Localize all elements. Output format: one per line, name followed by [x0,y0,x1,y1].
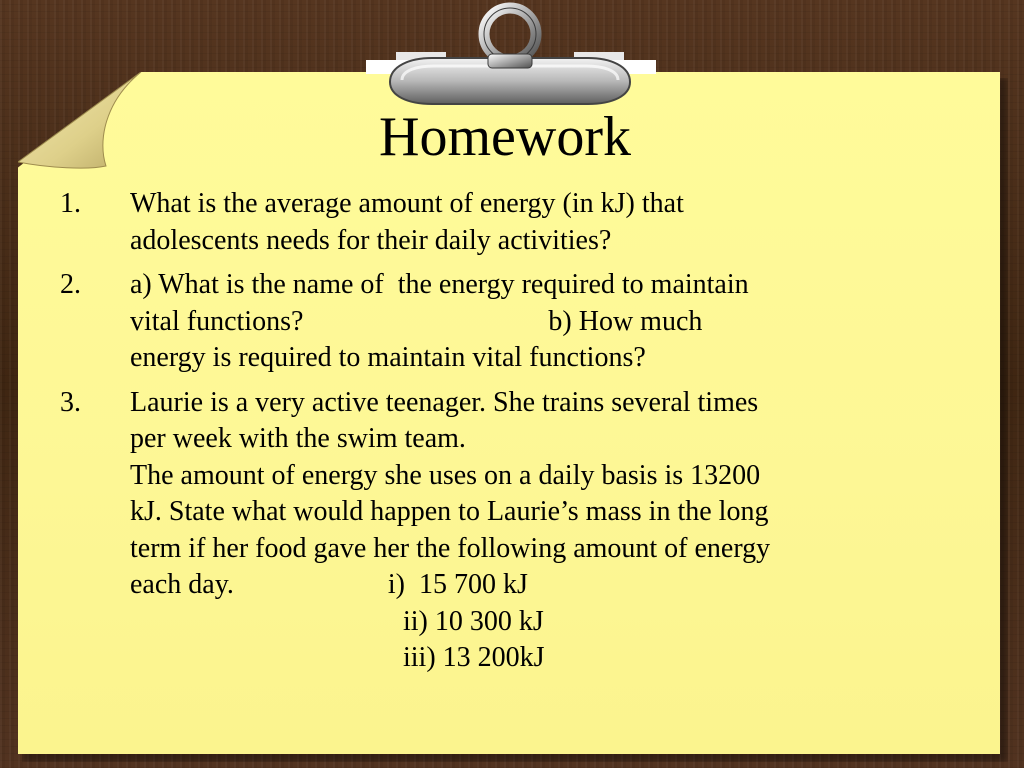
question-text-line: each day. i) 15 700 kJ [130,569,528,600]
question-text-line: Laurie is a very active teenager. She trains several times [130,386,759,418]
question-text-line: a) What is the name of the energy required to maintain [130,269,749,300]
question-number: 3. [60,386,81,418]
question-text-line: ii) 10 300 kJ [130,605,544,637]
page-title: Homework [379,106,631,168]
question-text-line: per week with the swim team. [130,423,466,454]
question-text-line: energy is required to maintain vital functions? [130,342,646,373]
question-text-line: adolescents needs for their daily activities? [130,224,612,256]
list-item [60,267,960,377]
list-item [60,186,960,259]
question-text-line: vital functions? b) How much [130,305,703,337]
question-number: 1. [60,188,81,219]
paper-clip-icon [362,0,658,112]
question-text-line: What is the average amount of energy (in kJ) that [130,188,684,219]
question-number: 2. [60,269,81,300]
question-list [60,186,960,685]
question-text-line: term if her food gave her the following amount of energy [130,532,771,564]
list-item [60,385,960,677]
question-text-line: The amount of energy she uses on a daily basis is 13200 [130,459,761,491]
question-text-line: kJ. State what would happen to Laurie’s mass in the long [130,496,769,527]
question-text-line: iii) 13 200kJ [130,642,545,673]
